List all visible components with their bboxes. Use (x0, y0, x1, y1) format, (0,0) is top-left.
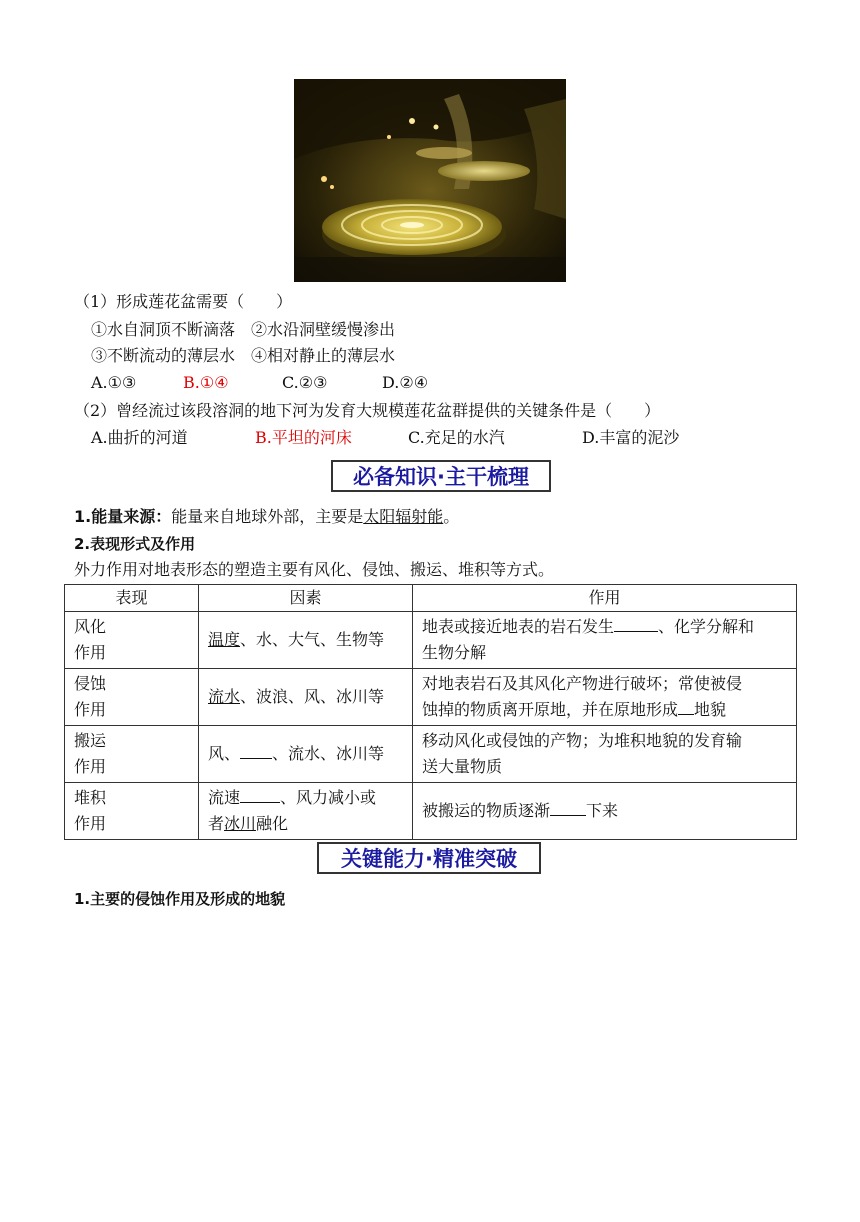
effect-text: 移动风化或侵蚀的产物；为堆积地貌的发育输 (422, 731, 743, 750)
question-2-option-d: D.丰富的泥沙 (582, 428, 680, 447)
factor-text: 、波浪、风、冰川等 (240, 687, 385, 706)
table-cell-effect (413, 612, 797, 669)
erosion-section-heading: 1.主要的侵蚀作用及形成的地貌 (74, 890, 286, 908)
table-row (65, 669, 797, 726)
question-2-option-b: B.平坦的河床 (255, 428, 352, 447)
process-name: 作用 (74, 700, 107, 719)
question-1-option-a: A.①③ (91, 373, 137, 392)
external-forces-table (64, 584, 797, 840)
table-cell-process (65, 612, 199, 669)
table-row (65, 783, 797, 840)
forms-heading: 2.表现形式及作用 (74, 535, 196, 553)
table-row (65, 612, 797, 669)
energy-source-text: 能量来自地球外部，主要是 (171, 507, 364, 526)
energy-source-label: 1.能量来源： (74, 507, 172, 526)
fill-blank (678, 700, 694, 715)
fill-blank (240, 744, 272, 759)
factor-answer: 温度 (208, 630, 241, 649)
process-name: 堆积 (74, 788, 107, 807)
process-name: 搬运 (74, 731, 107, 750)
fill-blank (240, 788, 280, 803)
table-header-cell: 作用 (413, 585, 797, 612)
factor-text: 风、 (208, 744, 241, 763)
effect-text: 地表或接近地表的岩石发生 (422, 617, 615, 636)
factor-text: 者 (208, 814, 225, 833)
table-cell-effect (413, 783, 797, 840)
factor-answer: 流水 (208, 687, 241, 706)
process-name: 作用 (74, 757, 107, 776)
effect-text: 对地表岩石及其风化产物进行破坏；常使被侵 (422, 674, 743, 693)
question-2-option-c: C.充足的水汽 (408, 428, 505, 447)
table-cell-factors (199, 726, 413, 783)
question-2-stem: （2）曾经流过该段溶洞的地下河为发育大规模莲花盆群提供的关键条件是（ ） (74, 401, 661, 420)
table-cell-process (65, 783, 199, 840)
process-name: 作用 (74, 814, 107, 833)
question-1-option-c: C.②③ (282, 373, 328, 392)
effect-text: 地貌 (694, 700, 727, 719)
effect-text: 被搬运的物质逐渐 (422, 801, 551, 820)
process-name: 作用 (74, 643, 107, 662)
factor-text: 融化 (256, 814, 289, 833)
question-1-statements-2: ③不断流动的薄层水 ④相对静止的薄层水 (91, 346, 396, 365)
question-1-option-d: D.②④ (382, 373, 429, 392)
question-1-statements-1: ①水自洞顶不断滴落 ②水沿洞壁缓慢渗出 (91, 320, 396, 339)
effect-text: 生物分解 (422, 643, 487, 662)
question-1-stem: （1）形成莲花盆需要（ ） (74, 292, 293, 311)
section-banner-key-abilities: 关键能力·精准突破 (317, 842, 541, 874)
table-cell-factors (199, 669, 413, 726)
factor-text: 、风力减小或 (280, 788, 377, 807)
table-cell-process (65, 726, 199, 783)
forms-intro: 外力作用对地表形态的塑造主要有风化、侵蚀、搬运、堆积等方式。 (74, 560, 555, 579)
factor-text: 、水、大气、生物等 (240, 630, 385, 649)
fill-blank (614, 617, 658, 632)
factor-text: 流速 (208, 788, 241, 807)
effect-text: 蚀掉的物质离开原地，并在原地形成 (422, 700, 679, 719)
factor-text: 、流水、冰川等 (272, 744, 385, 763)
factor-answer: 冰川 (224, 814, 257, 833)
section-banner-essential-knowledge: 必备知识·主干梳理 (331, 460, 551, 492)
fill-blank (550, 801, 586, 816)
effect-text: 下来 (586, 801, 619, 820)
table-cell-factors (199, 612, 413, 669)
energy-source-period: 。 (443, 507, 460, 526)
effect-text: 送大量物质 (422, 757, 503, 776)
table-header-cell: 因素 (199, 585, 413, 612)
table-header-row (65, 585, 797, 612)
energy-source-line (74, 507, 459, 527)
process-name: 风化 (74, 617, 107, 636)
cave-lotus-basin-photo (294, 79, 566, 282)
table-cell-process (65, 669, 199, 726)
table-row (65, 726, 797, 783)
energy-source-answer: 太阳辐射能 (363, 507, 444, 526)
question-2-option-a: A.曲折的河道 (91, 428, 188, 447)
effect-text: 、化学分解和 (658, 617, 755, 636)
process-name: 侵蚀 (74, 674, 107, 693)
table-cell-factors (199, 783, 413, 840)
table-cell-effect (413, 669, 797, 726)
question-1-option-b: B.①④ (183, 373, 229, 392)
table-header-cell: 表现 (65, 585, 199, 612)
table-cell-effect (413, 726, 797, 783)
